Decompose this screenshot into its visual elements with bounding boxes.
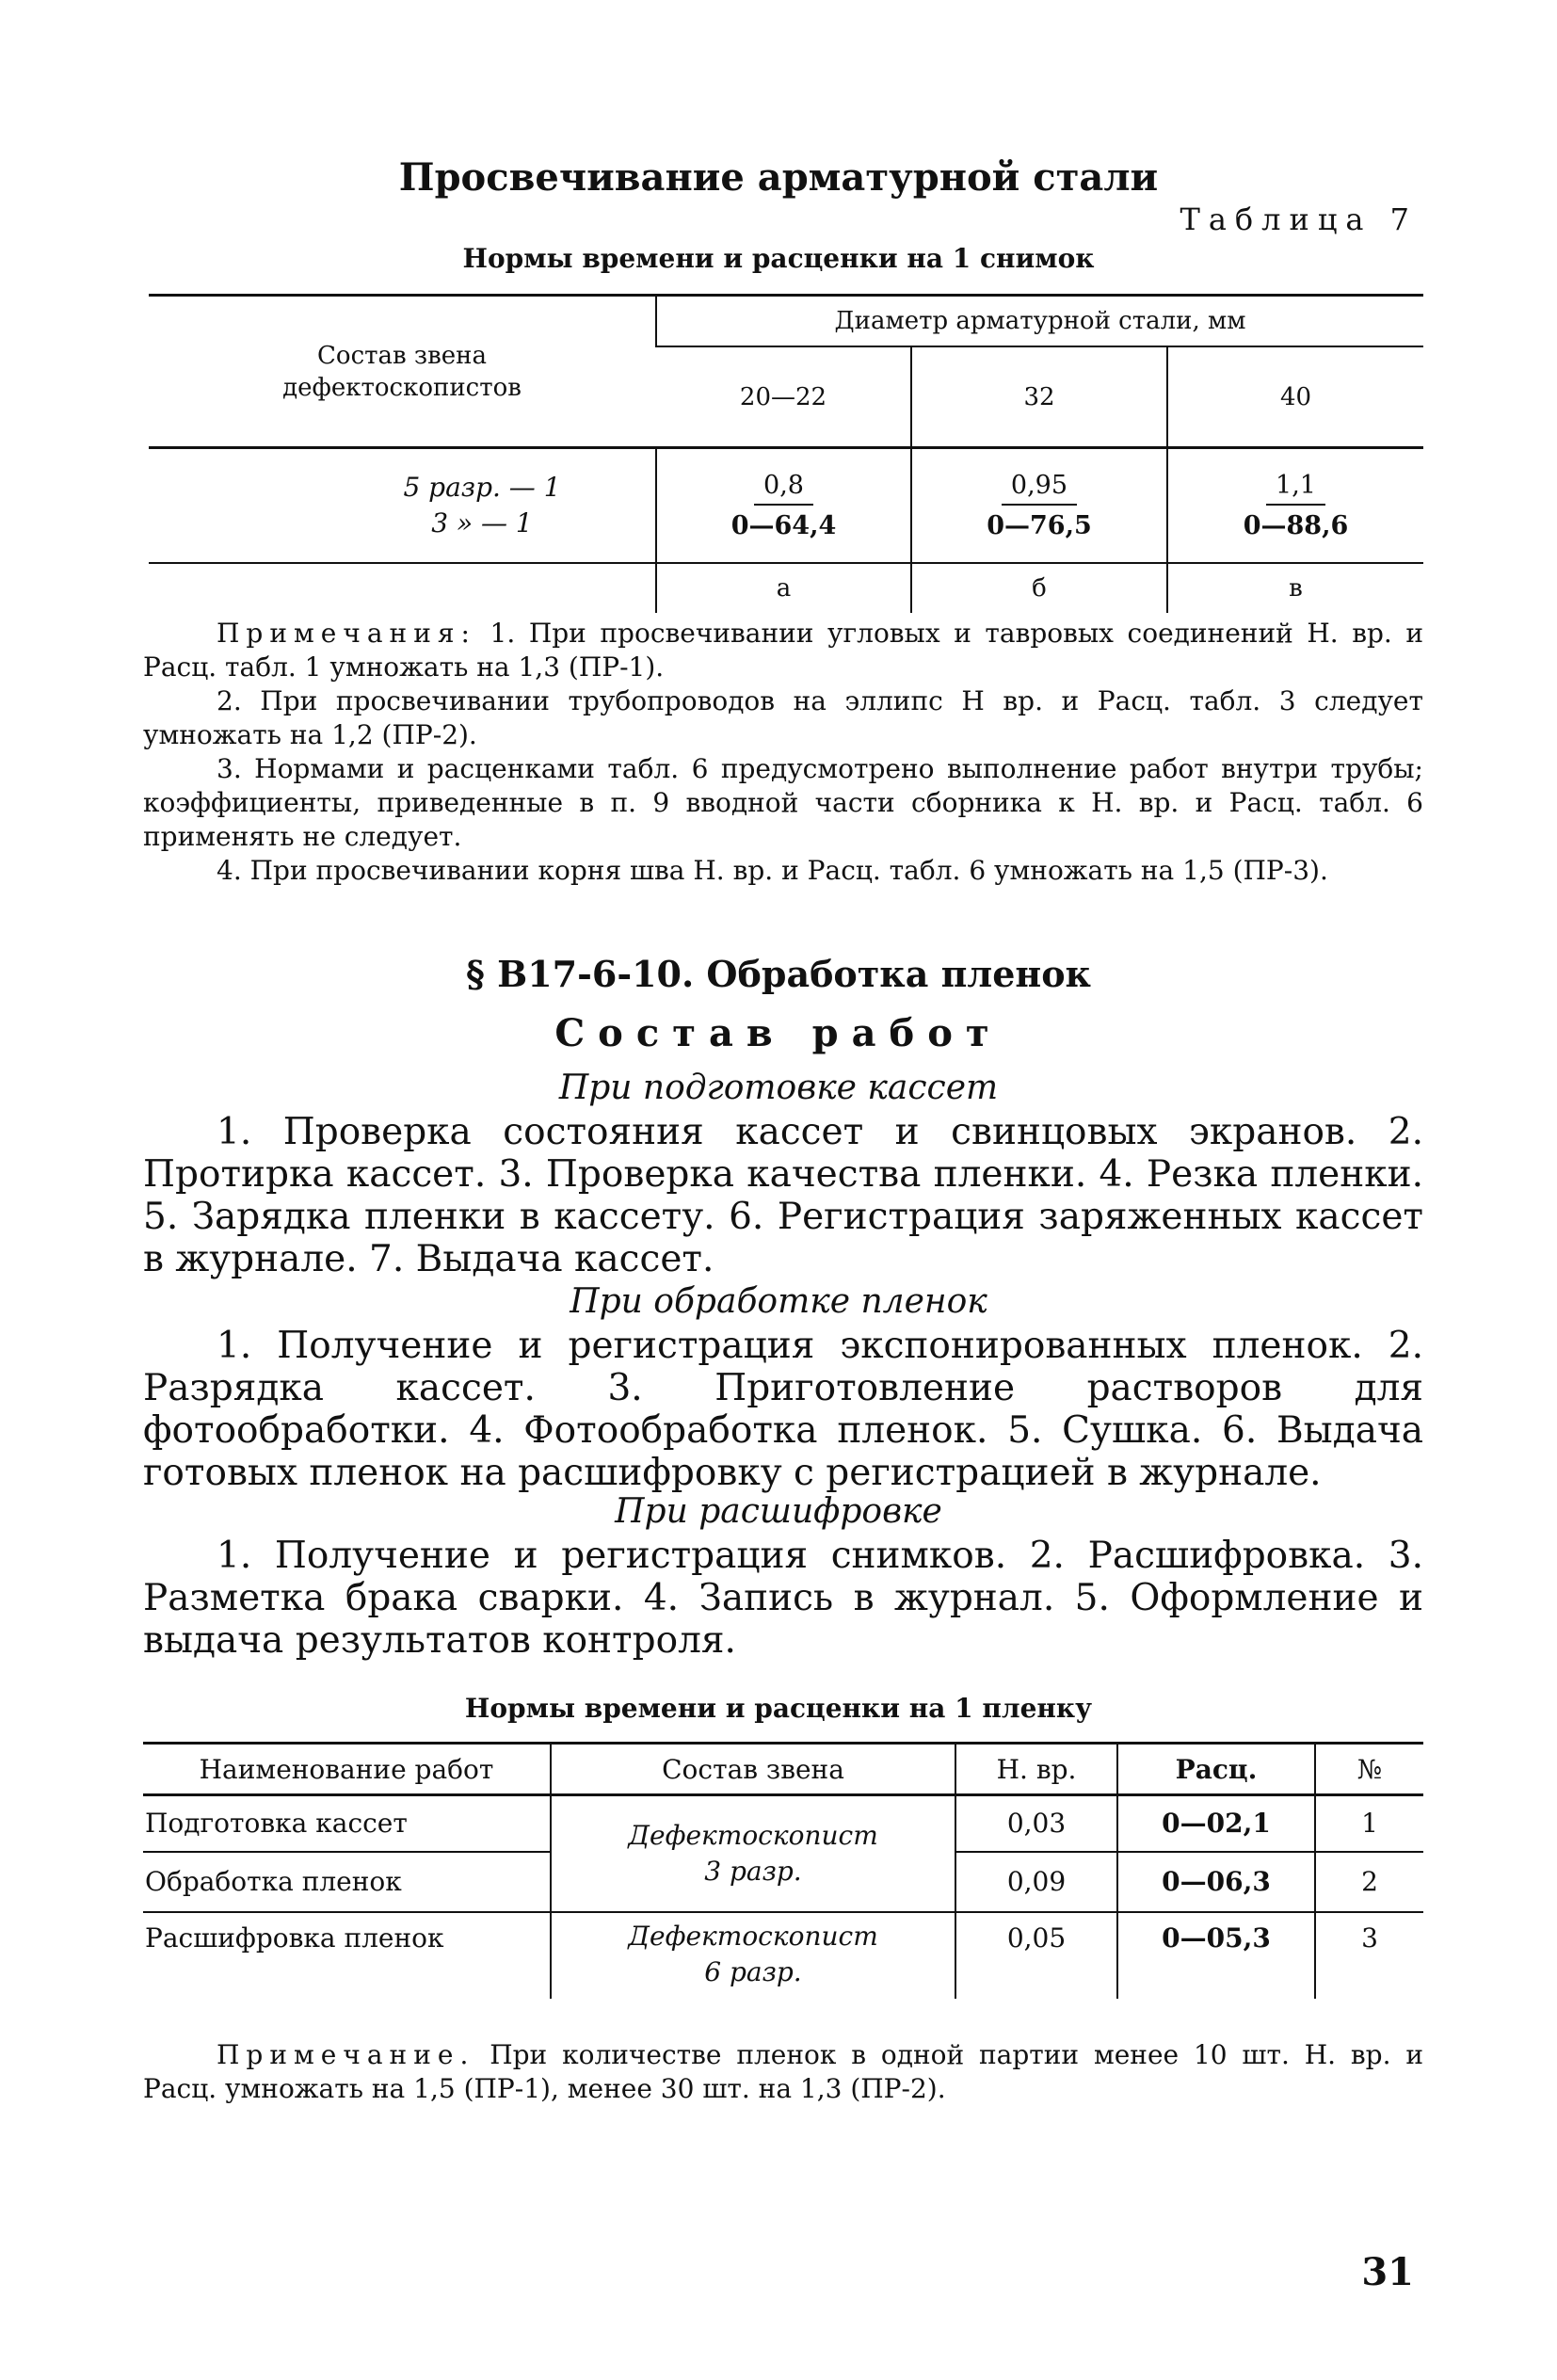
note-2: 2. При просвечивании трубопроводов на эллипс Н вр. и Расц. табл. 3 следует умножать на 1,2 (ПР-2). [143,685,1423,750]
time-value-a: 0,8 [754,471,813,506]
paragraph-decoding-text: 1. Получение и регистрация снимков. 2. Расшифровка. 3. Разметка брака сварки. 4. Запись в журнал. 5. Оформление и выдача результатов контроля. [143,1535,1423,1662]
composition-heading: Состав работ [554,1011,1003,1055]
header-rate: Расц. [1117,1744,1315,1795]
rate-value-a: 0—64,4 [730,511,837,540]
subheading-processing: При обработке пленок [570,1282,987,1321]
table-film-processing [143,1742,1423,1999]
row-3-number: 3 [1315,1912,1423,1999]
note-3: 3. Нормами и расценками табл. 6 предусмотрено выполнение работ внутри трубы; коэффициенты, приведенные в п. 9 вводной части сборника к Н. вр. и Расц. табл. 6 применять не следует. [143,753,1423,852]
note-4: 4. При просвечивании корня шва Н. вр. и Расц. табл. 6 умножать на 1,5 (ПР-3). [217,855,1328,886]
table-row [143,1795,1423,1852]
header-work-name: Наименование работ [143,1744,551,1795]
empty-footer-cell [149,563,656,613]
time-value-b: 0,95 [1002,471,1077,506]
paragraph-cassettes [143,1111,1423,1280]
page-number: 31 [1361,2250,1414,2294]
row-2-time: 0,09 [955,1852,1117,1912]
crew-header-cell [149,296,656,448]
paragraph-processing-text: 1. Получение и регистрация экспонированных пленок. 2. Разрядка кассет. 3. Приготовление растворов для фотообработки. 4. Фотообработка пленок. 5. Сушка. 6. Выдача готовых пленок на расшифровку с регистрацией в журнале. [143,1325,1423,1494]
paragraph-processing [143,1325,1423,1494]
crew-line-1: 5 разр. — 1 [403,472,561,503]
paragraph-decoding [143,1535,1423,1662]
row-1-name: Подготовка кассет [145,1808,408,1840]
row-3-name: Расшифровка пленок [145,1922,444,1954]
diameter-header: Диаметр арматурной стали, мм [656,296,1423,347]
header-crew: Состав звена [551,1744,955,1795]
crew-b-line-1: Дефектоскопист [628,1920,878,1952]
crew-b-line-2: 6 разр. [704,1955,802,1987]
crew-header: Состав звена дефектоскопистов [282,341,522,402]
note-2-label: Примечание. [217,2039,475,2070]
column-letter-c: в [1167,563,1423,613]
value-cell-c [1167,448,1423,564]
value-cell-a [656,448,911,564]
page-title: Просвечивание арматурной стали [398,155,1159,200]
rate-value-b: 0—76,5 [987,511,1092,540]
time-value-c: 1,1 [1266,471,1325,506]
row-2-rate: 0—06,3 [1117,1852,1315,1912]
crew-line-2: 3 » — 1 [431,507,533,539]
crew-cell-b [551,1912,955,1999]
diameter-col-a: 20—22 [656,346,911,448]
paragraph-cassettes-text: 1. Проверка состояния кассет и свинцовых экранов. 2. Протирка кассет. 3. Проверка качества пленки. 4. Резка пленки. 5. Зарядка пленки в кассету. 6. Регистрация заряженных кассет в журнале. 7. Выдача кассет. [143,1111,1423,1280]
column-letter-a: а [656,563,911,613]
row-3-rate: 0—05,3 [1117,1912,1315,1999]
header-number: № [1315,1744,1423,1795]
header-time: Н. вр. [955,1744,1117,1795]
table-7 [149,294,1423,613]
notes-table-7 [143,617,1423,888]
row-1-rate: 0—02,1 [1117,1795,1315,1852]
table-label: Таблица 7 [1180,201,1418,237]
table-row [143,1912,1423,1999]
note-2-text: При количестве пленок в одной партии менее 10 шт. Н. вр. и Расц. умножать на 1,5 (ПР-1), менее 30 шт. на 1,3 (ПР-2). [143,2039,1423,2104]
row-1-time: 0,03 [955,1795,1117,1852]
row-3-time: 0,05 [955,1912,1117,1999]
crew-composition [149,448,656,564]
note-1: 1. При просвечивании угловых и тавровых соединений Н. вр. и Расц. табл. 1 умножать на 1,3 (ПР-1). [143,618,1423,683]
rate-value-c: 0—88,6 [1243,511,1349,540]
subheading-cassettes: При подготовке кассет [558,1069,999,1107]
crew-cell-a [551,1795,955,1912]
table-subtitle: Нормы времени и расценки на 1 снимок [462,243,1095,274]
diameter-col-c: 40 [1167,346,1423,448]
crew-a-line-2: 3 разр. [704,1855,802,1887]
row-2-number: 2 [1315,1852,1423,1912]
column-letter-b: б [911,563,1167,613]
table-2-subtitle: Нормы времени и расценки на 1 пленку [464,1693,1093,1724]
value-cell-b [911,448,1167,564]
diameter-col-b: 32 [911,346,1167,448]
crew-a-line-1: Дефектоскопист [628,1819,878,1851]
note-table-2 [143,2038,1423,2106]
notes-label: Примечания: [217,618,476,649]
row-1-number: 1 [1315,1795,1423,1852]
subheading-decoding: При расшифровке [615,1492,942,1531]
section-heading: § В17-6-10. Обработка пленок [466,953,1091,995]
row-2-name: Обработка пленок [143,1852,551,1912]
